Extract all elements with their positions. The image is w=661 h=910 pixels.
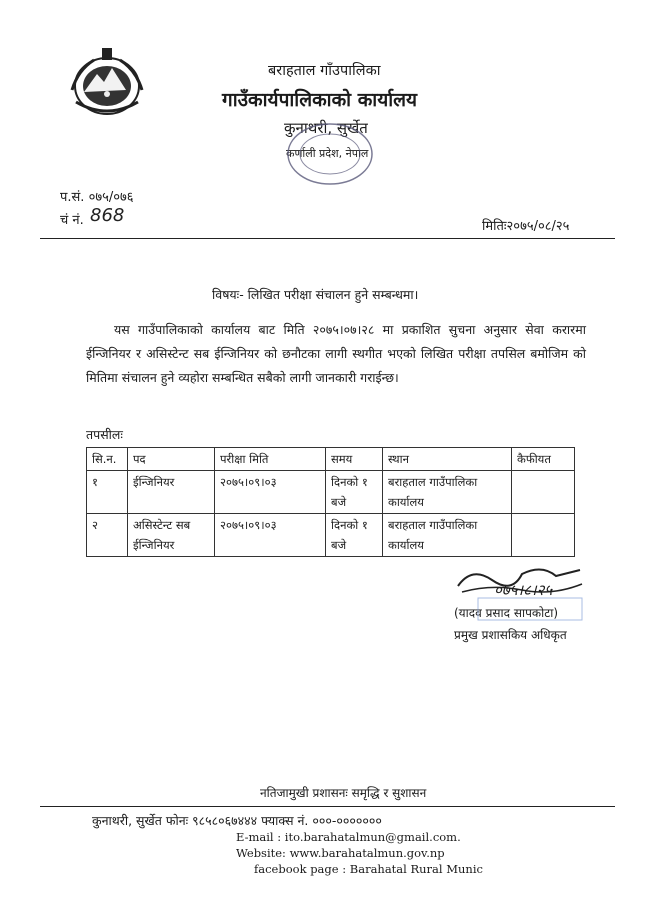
header-cell: समय	[326, 448, 383, 471]
table-cell: बराहताल गाउँपालिका कार्यालय	[383, 471, 512, 514]
exam-schedule-table	[86, 447, 575, 557]
footer-website: Website: www.barahatalmun.gov.np	[236, 846, 445, 860]
table-cell: २०७५।०९।०३	[215, 471, 326, 514]
subject-line: विषयः- लिखित परीक्षा संचालन हुने सम्बन्धमा।	[212, 287, 419, 302]
letter-date: मितिः२०७५/०८/२५	[482, 219, 570, 234]
office-stamp-icon	[282, 118, 378, 190]
chalani-label: चं नं.	[60, 213, 84, 228]
office-address: कुनाथरी, सुर्खेत	[284, 119, 368, 137]
table-cell: २०७५।०९।०३	[215, 514, 326, 557]
table-cell: दिनको १ बजे	[326, 514, 383, 557]
header-divider	[40, 238, 615, 239]
header-cell: कैफीयत	[512, 448, 575, 471]
table-caption: तपसीलः	[86, 427, 123, 442]
org-name: बराहताल गाँउपालिका	[268, 63, 381, 79]
footer-contact: कुनाथरी, सुर्खेत फोनः ९८५८०६७४४४ फ्याक्स नं. ०००-०००००००	[92, 813, 382, 828]
signatory-title: प्रमुख प्रशासकिय अधिकृत	[454, 628, 567, 642]
footer-facebook: facebook page : Barahatal Rural Munic	[254, 862, 483, 876]
header-cell: पद	[128, 448, 215, 471]
table-cell: दिनको १ बजे	[326, 471, 383, 514]
office-region: कर्णाली प्रदेश, नेपाल	[286, 147, 369, 160]
table-cell: असिस्टेन्ट सब ईन्जिनियर	[128, 514, 215, 557]
signature-date: ०७५।८।२५	[494, 581, 553, 599]
table-cell: ईन्जिनियर	[128, 471, 215, 514]
table-cell: २	[87, 514, 128, 557]
chalani-number: 868	[90, 205, 125, 226]
letter-body: यस गाउँपालिकाको कार्यालय बाट मिति २०७५।०७।२८ मा प्रकाशित सुचना अनुसार सेवा करारमा ईन्जिनियर र असिस्टेन्ट सब ईन्जिनियर को छनौटका लागी स्थगीत भएको लिखित परीक्षा तपसिल बमोजिम को मितिमा संचालन हुने व्यहोरा सम्बन्धित सबैको लागी जानकारी गराईन्छ।	[86, 322, 586, 385]
table-cell	[512, 514, 575, 557]
blue-stamp-icon	[476, 594, 586, 624]
header-cell: सि.न.	[87, 448, 128, 471]
nepal-emblem-icon	[64, 46, 150, 120]
table-cell: १	[87, 471, 128, 514]
table-header-row	[87, 448, 575, 471]
table-row	[87, 471, 575, 514]
footer-divider	[40, 806, 615, 807]
office-name: गाउँकार्यपालिकाको कार्यालय	[222, 89, 418, 111]
footer-motto: नतिजामुखी प्रशासनः समृद्धि र सुशासन	[260, 786, 427, 800]
signatory-name: (यादव प्रसाद सापकोटा)	[454, 606, 559, 620]
table-row	[87, 514, 575, 557]
header-cell: स्थान	[383, 448, 512, 471]
table-cell	[512, 471, 575, 514]
table-cell: बराहताल गाउँपालिका कार्यालय	[383, 514, 512, 557]
footer-email: E-mail : ito.barahatalmun@gmail.com.	[236, 830, 461, 844]
patra-sankhya: प.सं. ०७५/०७६	[60, 190, 134, 205]
header-cell: परीक्षा मिति	[215, 448, 326, 471]
